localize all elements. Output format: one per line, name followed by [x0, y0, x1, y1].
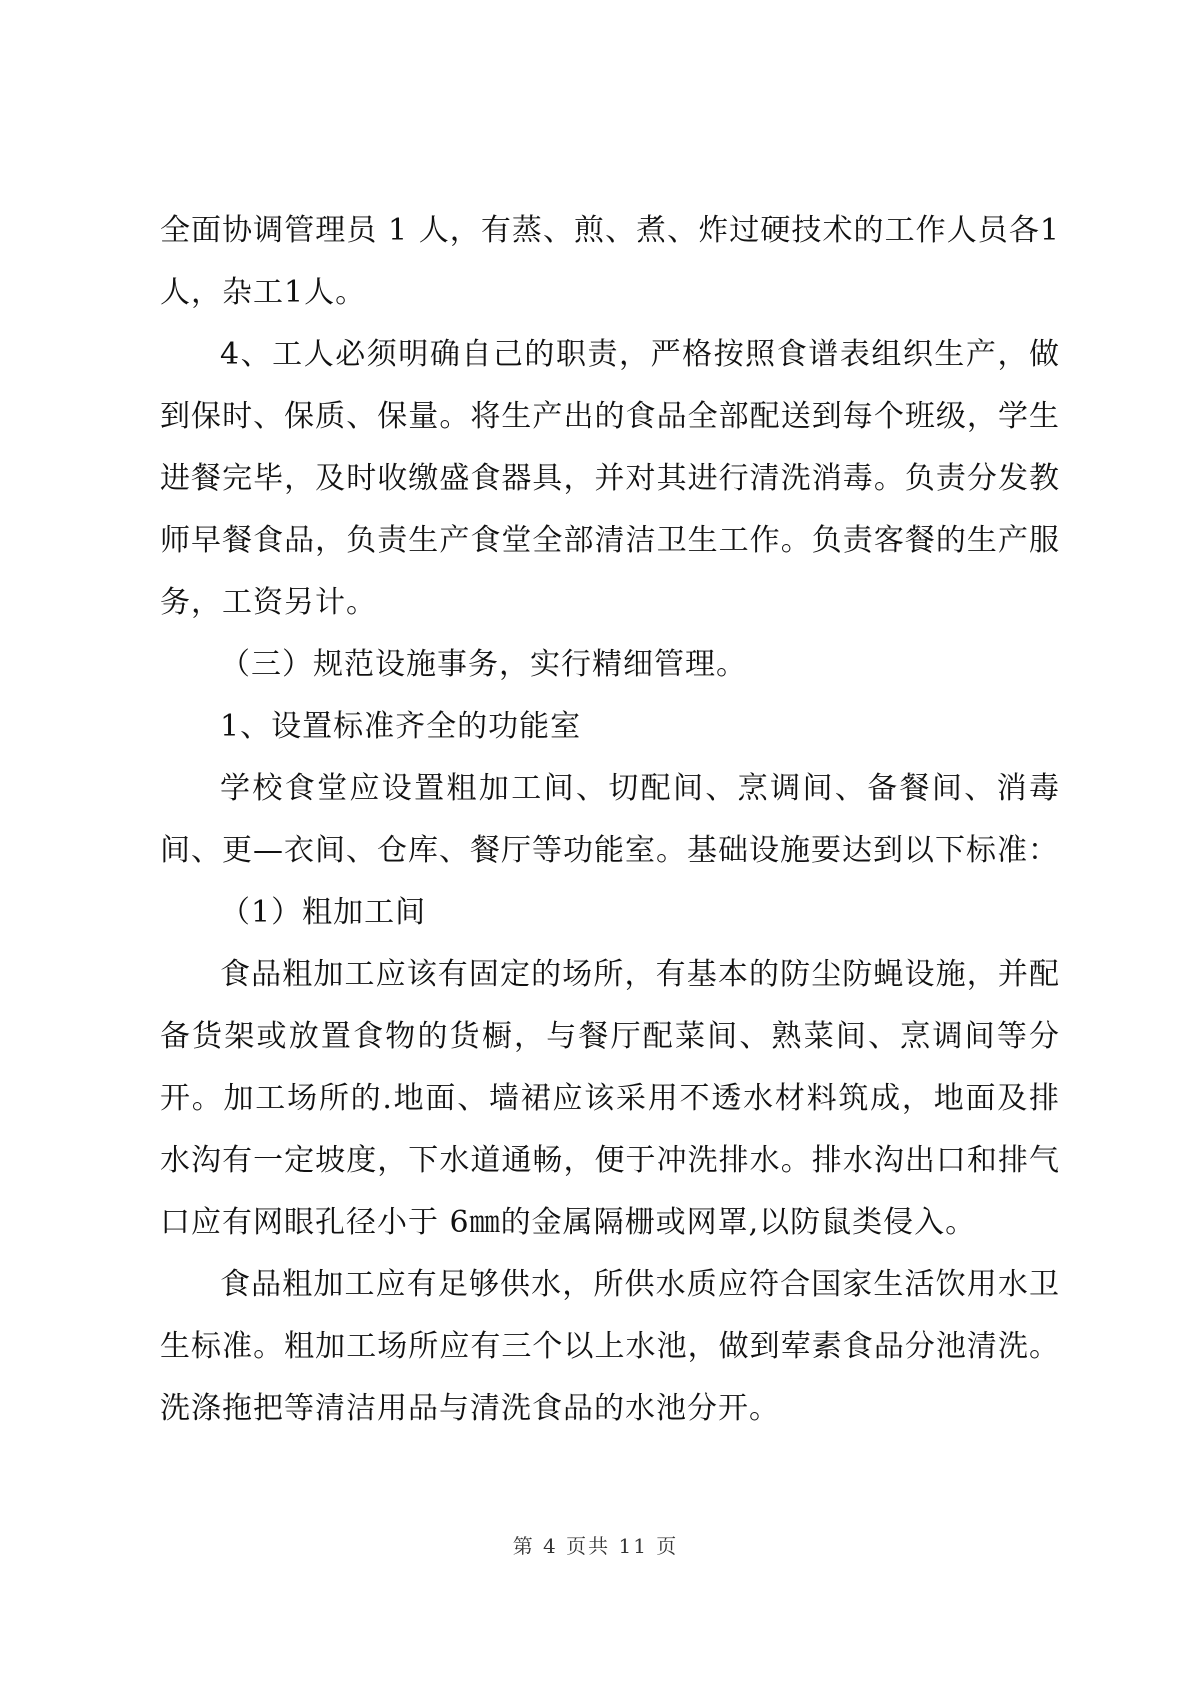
paragraph: 食品粗加工应有足够供水，所供水质应符合国家生活饮用水卫生标准。粗加工场所应有三个以上水池，做到荤素食品分池清洗。洗涤拖把等清洁用品与清洗食品的水池分开。 [160, 1267, 1060, 1426]
page-number-footer: 第 4 页共 11 页 [512, 1534, 679, 1558]
paragraph: 4、工人必须明确自己的职责，严格按照食谱表组织生产，做到保时、保质、保量。将生产出的食品全部配送到每个班级，学生进餐完毕，及时收缴盛食器具，并对其进行清洗消毒。负责分发教师早餐食品，负责生产食堂全部清洁卫生工作。负责客餐的生产服务，工资另计。 [160, 337, 1060, 620]
subsection-heading: （1）粗加工间 [220, 895, 427, 930]
document-body [160, 200, 1060, 1440]
paragraph: 学校食堂应设置粗加工间、切配间、烹调间、备餐间、消毒间、更—衣间、仓库、餐厅等功能室。基础设施要达到以下标准： [160, 771, 1060, 868]
section-heading: （三）规范设施事务，实行精细管理。 [220, 647, 747, 682]
paragraph: 食品粗加工应该有固定的场所，有基本的防尘防蝇设施，并配备货架或放置食物的货橱，与餐厅配菜间、熟菜间、烹调间等分开。加工场所的.地面、墙裙应该采用不透水材料筑成，地面及排水沟有一定坡度，下水道通畅，便于冲洗排水。排水沟出口和排气口应有网眼孔径小于 6㎜的金属隔栅或网罩,以防鼠类侵入。 [160, 957, 1060, 1240]
paragraph: 全面协调管理员 1 人，有蒸、煎、煮、炸过硬技术的工作人员各1人，杂工1人。 [160, 213, 1060, 310]
subsection-heading: 1、设置标准齐全的功能室 [220, 709, 582, 744]
